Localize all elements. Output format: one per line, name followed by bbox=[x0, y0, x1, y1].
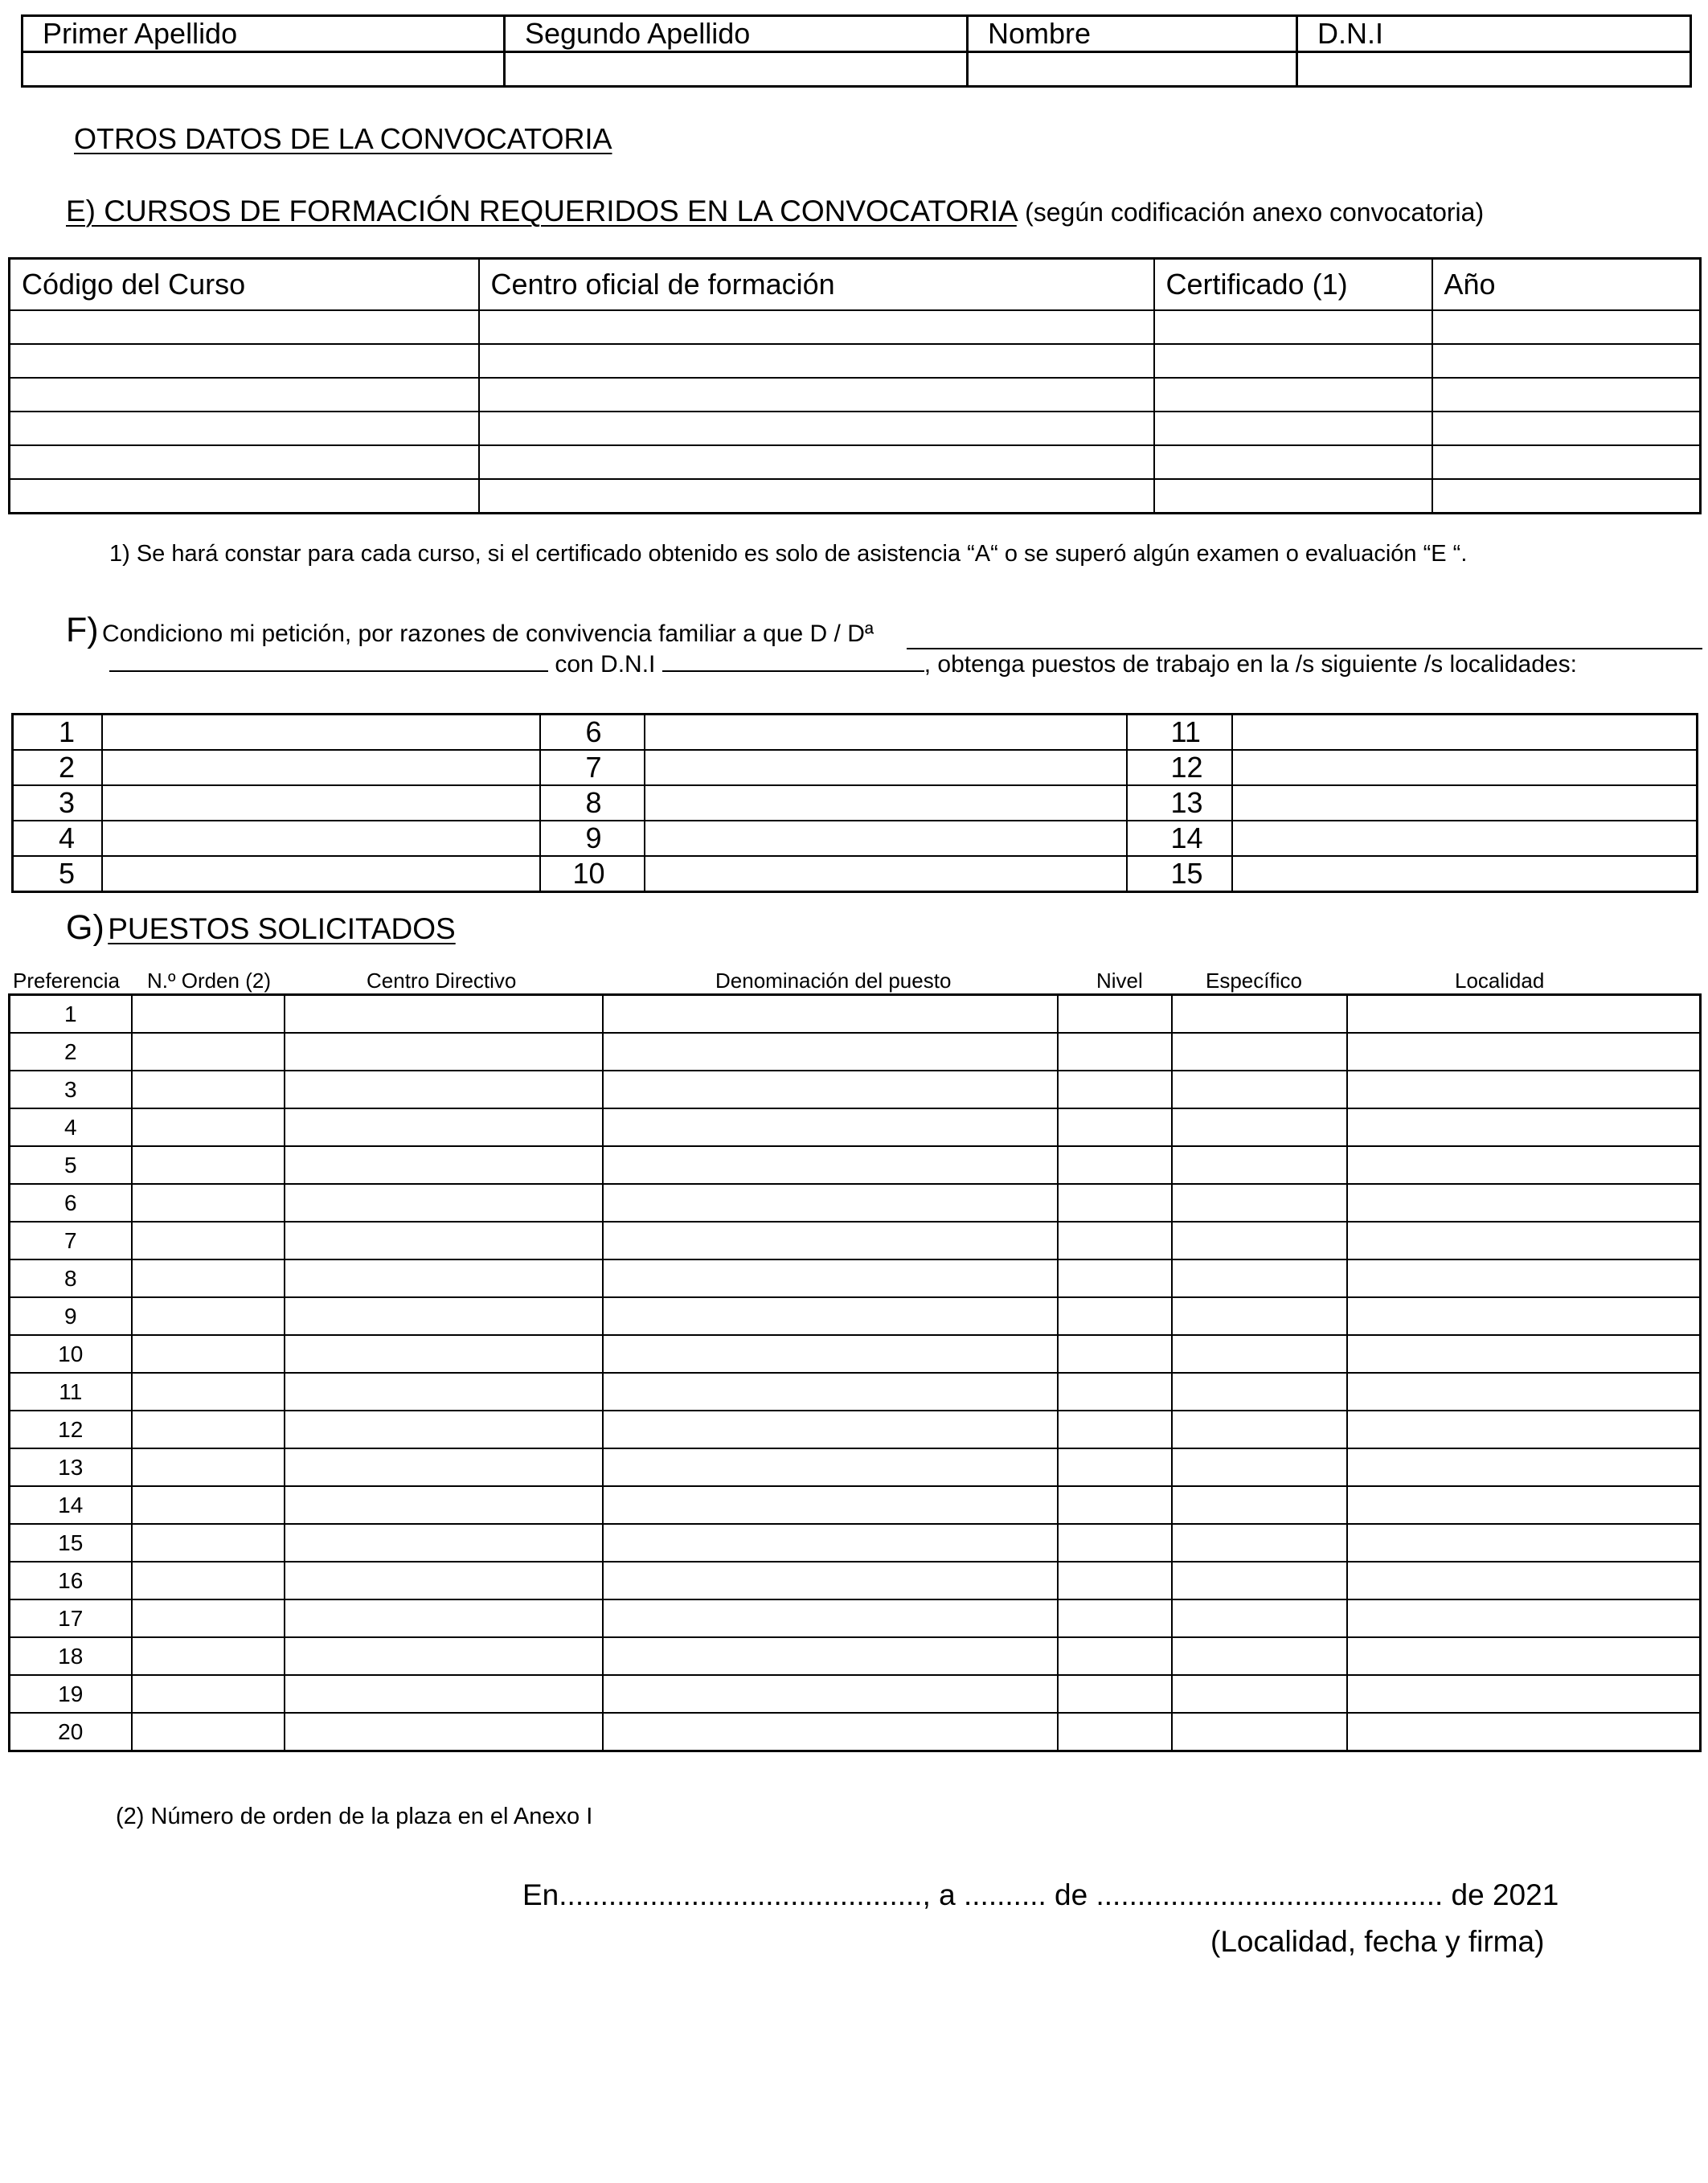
signature-caption: (Localidad, fecha y firma) bbox=[1210, 1925, 1545, 1958]
course-row bbox=[10, 344, 1701, 378]
puesto-cell[interactable] bbox=[1172, 1524, 1347, 1562]
locality-number: 1 bbox=[13, 715, 102, 751]
puesto-cell[interactable] bbox=[1058, 1411, 1172, 1448]
puesto-cell[interactable] bbox=[285, 1713, 603, 1751]
puesto-cell[interactable] bbox=[1347, 1259, 1701, 1297]
preferencia-number: 9 bbox=[10, 1297, 132, 1335]
puesto-cell[interactable] bbox=[1172, 1599, 1347, 1637]
course-cell[interactable] bbox=[1432, 344, 1701, 378]
puesto-cell[interactable] bbox=[285, 1524, 603, 1562]
puesto-cell[interactable] bbox=[285, 1033, 603, 1071]
puesto-cell[interactable] bbox=[132, 1486, 285, 1524]
localities-table bbox=[11, 713, 1698, 893]
locality-field[interactable] bbox=[102, 856, 540, 892]
locality-number: 12 bbox=[1127, 750, 1232, 785]
col-centro-directivo: Centro Directivo bbox=[367, 969, 517, 993]
puesto-row bbox=[10, 1637, 1701, 1675]
preferencia-number: 12 bbox=[10, 1411, 132, 1448]
signature-line: En............................................, a .......... de .......................................... de 2021 bbox=[522, 1878, 1559, 1911]
puesto-cell[interactable] bbox=[285, 1486, 603, 1524]
segundo-apellido-field[interactable] bbox=[505, 52, 968, 87]
course-row bbox=[10, 445, 1701, 479]
course-cell[interactable] bbox=[10, 412, 479, 445]
puesto-cell[interactable] bbox=[1347, 1713, 1701, 1751]
puesto-cell[interactable] bbox=[132, 1335, 285, 1373]
courses-footnote: 1) Se hará constar para cada curso, si el certificado obtenido es solo de asistencia “A“ o se superó algún examen o evaluación “E “. bbox=[109, 541, 1468, 567]
puesto-cell[interactable] bbox=[603, 1259, 1058, 1297]
locality-row bbox=[13, 785, 1698, 821]
col-certificado: Certificado (1) bbox=[1154, 259, 1432, 311]
puesto-cell[interactable] bbox=[285, 995, 603, 1034]
puesto-cell[interactable] bbox=[1172, 1448, 1347, 1486]
puesto-cell[interactable] bbox=[132, 1146, 285, 1184]
puesto-cell[interactable] bbox=[285, 1637, 603, 1675]
preferencia-number: 2 bbox=[10, 1033, 132, 1071]
puesto-cell[interactable] bbox=[285, 1259, 603, 1297]
locality-number: 7 bbox=[540, 750, 645, 785]
puesto-cell[interactable] bbox=[603, 1599, 1058, 1637]
col-anio: Año bbox=[1432, 259, 1701, 311]
section-f-line2 bbox=[109, 651, 1577, 678]
section-f-text3: , obtenga puestos de trabajo en la /s siguiente /s localidades: bbox=[924, 651, 1577, 678]
header-segundo-apellido: Segundo Apellido bbox=[505, 16, 968, 52]
preferencia-number: 6 bbox=[10, 1184, 132, 1222]
preferencia-number: 11 bbox=[10, 1373, 132, 1411]
course-cell[interactable] bbox=[1432, 479, 1701, 514]
course-row bbox=[10, 479, 1701, 514]
puesto-cell[interactable] bbox=[1347, 1599, 1701, 1637]
course-cell[interactable] bbox=[479, 378, 1154, 412]
puesto-cell[interactable] bbox=[1172, 1033, 1347, 1071]
section-g-title: PUESTOS SOLICITADOS bbox=[108, 912, 456, 945]
puesto-cell[interactable] bbox=[132, 1637, 285, 1675]
puesto-cell[interactable] bbox=[132, 1071, 285, 1108]
puesto-cell[interactable] bbox=[1172, 1297, 1347, 1335]
puesto-cell[interactable] bbox=[1347, 1184, 1701, 1222]
puesto-cell[interactable] bbox=[1172, 1108, 1347, 1146]
puesto-cell[interactable] bbox=[603, 1335, 1058, 1373]
col-especifico: Específico bbox=[1206, 969, 1302, 993]
locality-number: 2 bbox=[13, 750, 102, 785]
locality-field[interactable] bbox=[1232, 821, 1698, 856]
puestos-table bbox=[8, 993, 1702, 1752]
puesto-cell[interactable] bbox=[1347, 1033, 1701, 1071]
course-cell[interactable] bbox=[1154, 310, 1432, 344]
course-cell[interactable] bbox=[479, 344, 1154, 378]
puesto-cell[interactable] bbox=[1058, 1637, 1172, 1675]
puesto-cell[interactable] bbox=[1347, 1071, 1701, 1108]
puesto-cell[interactable] bbox=[285, 1108, 603, 1146]
puesto-cell[interactable] bbox=[1058, 1524, 1172, 1562]
course-cell[interactable] bbox=[10, 378, 479, 412]
section-f-line1 bbox=[66, 611, 874, 650]
preferencia-number: 16 bbox=[10, 1562, 132, 1599]
courses-table bbox=[8, 257, 1702, 514]
puesto-row bbox=[10, 1562, 1701, 1599]
puesto-cell[interactable] bbox=[603, 1448, 1058, 1486]
puesto-cell[interactable] bbox=[285, 1222, 603, 1259]
course-cell[interactable] bbox=[479, 310, 1154, 344]
locality-field[interactable] bbox=[645, 715, 1127, 751]
puesto-row bbox=[10, 1411, 1701, 1448]
puesto-cell[interactable] bbox=[603, 1108, 1058, 1146]
course-cell[interactable] bbox=[1432, 310, 1701, 344]
puesto-cell[interactable] bbox=[132, 1108, 285, 1146]
header-primer-apellido: Primer Apellido bbox=[23, 16, 505, 52]
preferencia-number: 4 bbox=[10, 1108, 132, 1146]
puesto-cell[interactable] bbox=[1347, 1637, 1701, 1675]
dni-field[interactable] bbox=[1297, 52, 1691, 87]
locality-number: 14 bbox=[1127, 821, 1232, 856]
course-cell[interactable] bbox=[10, 310, 479, 344]
course-cell[interactable] bbox=[1154, 412, 1432, 445]
header-dni: D.N.I bbox=[1297, 16, 1691, 52]
preferencia-number: 20 bbox=[10, 1713, 132, 1751]
locality-number: 13 bbox=[1127, 785, 1232, 821]
puesto-cell[interactable] bbox=[603, 1713, 1058, 1751]
puesto-cell[interactable] bbox=[603, 995, 1058, 1034]
puesto-cell[interactable] bbox=[603, 1297, 1058, 1335]
puesto-cell[interactable] bbox=[1172, 1562, 1347, 1599]
puesto-cell[interactable] bbox=[285, 1071, 603, 1108]
section-g-letter: G) bbox=[66, 908, 104, 947]
puesto-cell[interactable] bbox=[1058, 1335, 1172, 1373]
locality-field[interactable] bbox=[102, 821, 540, 856]
section-f-text1: Condiciono mi petición, por razones de convivencia familiar a que D / Dª bbox=[102, 620, 874, 647]
puesto-cell[interactable] bbox=[1347, 1146, 1701, 1184]
locality-field[interactable] bbox=[1232, 715, 1698, 751]
preferencia-number: 14 bbox=[10, 1486, 132, 1524]
puesto-cell[interactable] bbox=[285, 1335, 603, 1373]
puesto-cell[interactable] bbox=[1347, 1448, 1701, 1486]
course-cell[interactable] bbox=[10, 445, 479, 479]
puesto-cell[interactable] bbox=[1347, 1373, 1701, 1411]
course-cell[interactable] bbox=[10, 479, 479, 514]
puesto-cell[interactable] bbox=[1172, 1259, 1347, 1297]
section-g-heading bbox=[66, 908, 456, 948]
course-cell[interactable] bbox=[1432, 445, 1701, 479]
puesto-cell[interactable] bbox=[1058, 1448, 1172, 1486]
puesto-cell[interactable] bbox=[132, 1033, 285, 1071]
puesto-row bbox=[10, 1071, 1701, 1108]
puesto-cell[interactable] bbox=[1058, 1071, 1172, 1108]
locality-field[interactable] bbox=[645, 750, 1127, 785]
locality-number: 5 bbox=[13, 856, 102, 892]
col-nivel: Nivel bbox=[1096, 969, 1143, 993]
puesto-row bbox=[10, 1524, 1701, 1562]
puesto-cell[interactable] bbox=[285, 1146, 603, 1184]
puestos-footnote: (2) Número de orden de la plaza en el Anexo I bbox=[116, 1804, 593, 1829]
puesto-cell[interactable] bbox=[1172, 995, 1347, 1034]
locality-number: 10 bbox=[540, 856, 645, 892]
section-f-text2: con D.N.I bbox=[555, 651, 656, 678]
locality-field[interactable] bbox=[102, 715, 540, 751]
puesto-cell[interactable] bbox=[132, 1411, 285, 1448]
puesto-cell[interactable] bbox=[603, 1486, 1058, 1524]
locality-row bbox=[13, 750, 1698, 785]
puesto-cell[interactable] bbox=[285, 1411, 603, 1448]
preferencia-number: 18 bbox=[10, 1637, 132, 1675]
puesto-cell[interactable] bbox=[1347, 1335, 1701, 1373]
puesto-cell[interactable] bbox=[1058, 1146, 1172, 1184]
section-f-letter: F) bbox=[66, 611, 99, 649]
section-e-subtitle: (según codificación anexo convocatoria) bbox=[1025, 198, 1485, 227]
locality-field[interactable] bbox=[102, 785, 540, 821]
locality-field[interactable] bbox=[1232, 856, 1698, 892]
puesto-cell[interactable] bbox=[1347, 1486, 1701, 1524]
locality-number: 4 bbox=[13, 821, 102, 856]
locality-number: 15 bbox=[1127, 856, 1232, 892]
puesto-row bbox=[10, 1675, 1701, 1713]
locality-field[interactable] bbox=[645, 821, 1127, 856]
applicant-header-table bbox=[21, 14, 1692, 88]
puesto-row bbox=[10, 995, 1701, 1034]
puesto-cell[interactable] bbox=[1172, 1222, 1347, 1259]
primer-apellido-field[interactable] bbox=[23, 52, 505, 87]
puesto-cell[interactable] bbox=[1347, 1675, 1701, 1713]
puesto-cell[interactable] bbox=[603, 1637, 1058, 1675]
puesto-cell[interactable] bbox=[1172, 1373, 1347, 1411]
puesto-cell[interactable] bbox=[132, 1675, 285, 1713]
puesto-cell[interactable] bbox=[1058, 995, 1172, 1034]
puesto-cell[interactable] bbox=[603, 1562, 1058, 1599]
puesto-cell[interactable] bbox=[1172, 1184, 1347, 1222]
puesto-cell[interactable] bbox=[1058, 1184, 1172, 1222]
locality-number: 11 bbox=[1127, 715, 1232, 751]
puesto-cell[interactable] bbox=[1058, 1108, 1172, 1146]
col-centro-oficial: Centro oficial de formación bbox=[479, 259, 1154, 311]
puesto-cell[interactable] bbox=[603, 1071, 1058, 1108]
preferencia-number: 7 bbox=[10, 1222, 132, 1259]
header-nombre: Nombre bbox=[968, 16, 1297, 52]
relative-name-line-2[interactable] bbox=[109, 670, 548, 672]
puesto-cell[interactable] bbox=[1058, 1675, 1172, 1713]
locality-field[interactable] bbox=[102, 750, 540, 785]
puesto-cell[interactable] bbox=[132, 1222, 285, 1259]
puesto-cell[interactable] bbox=[1172, 1637, 1347, 1675]
puesto-cell[interactable] bbox=[1172, 1675, 1347, 1713]
puesto-row bbox=[10, 1486, 1701, 1524]
puesto-cell[interactable] bbox=[132, 1373, 285, 1411]
preferencia-number: 10 bbox=[10, 1335, 132, 1373]
course-cell[interactable] bbox=[1432, 412, 1701, 445]
preferencia-number: 13 bbox=[10, 1448, 132, 1486]
preferencia-number: 17 bbox=[10, 1599, 132, 1637]
locality-field[interactable] bbox=[645, 785, 1127, 821]
puesto-cell[interactable] bbox=[603, 1184, 1058, 1222]
puesto-cell[interactable] bbox=[1058, 1562, 1172, 1599]
puesto-cell[interactable] bbox=[603, 1373, 1058, 1411]
course-cell[interactable] bbox=[1154, 378, 1432, 412]
puesto-row bbox=[10, 1033, 1701, 1071]
preferencia-number: 1 bbox=[10, 995, 132, 1034]
course-cell[interactable] bbox=[479, 412, 1154, 445]
puesto-row bbox=[10, 1448, 1701, 1486]
puesto-cell[interactable] bbox=[1172, 1713, 1347, 1751]
puesto-row bbox=[10, 1297, 1701, 1335]
puesto-cell[interactable] bbox=[132, 1259, 285, 1297]
puesto-cell[interactable] bbox=[1347, 1524, 1701, 1562]
puesto-cell[interactable] bbox=[1172, 1071, 1347, 1108]
puesto-cell[interactable] bbox=[1172, 1335, 1347, 1373]
puesto-row bbox=[10, 1146, 1701, 1184]
locality-number: 6 bbox=[540, 715, 645, 751]
puesto-cell[interactable] bbox=[285, 1675, 603, 1713]
puesto-row bbox=[10, 1335, 1701, 1373]
puesto-cell[interactable] bbox=[285, 1562, 603, 1599]
locality-number: 8 bbox=[540, 785, 645, 821]
locality-number: 9 bbox=[540, 821, 645, 856]
section-title: OTROS DATOS DE LA CONVOCATORIA bbox=[74, 122, 612, 155]
puesto-cell[interactable] bbox=[603, 1675, 1058, 1713]
col-preferencia: Preferencia bbox=[13, 969, 120, 993]
course-row bbox=[10, 378, 1701, 412]
puesto-cell[interactable] bbox=[603, 1411, 1058, 1448]
col-denominacion: Denominación del puesto bbox=[715, 969, 952, 993]
puesto-cell[interactable] bbox=[1172, 1146, 1347, 1184]
locality-row bbox=[13, 715, 1698, 751]
puesto-row bbox=[10, 1108, 1701, 1146]
preferencia-number: 3 bbox=[10, 1071, 132, 1108]
puesto-cell[interactable] bbox=[1058, 1373, 1172, 1411]
preferencia-number: 5 bbox=[10, 1146, 132, 1184]
puesto-cell[interactable] bbox=[1058, 1259, 1172, 1297]
puesto-cell[interactable] bbox=[603, 1033, 1058, 1071]
puesto-cell[interactable] bbox=[285, 1373, 603, 1411]
course-row bbox=[10, 310, 1701, 344]
puesto-cell[interactable] bbox=[1172, 1486, 1347, 1524]
locality-field[interactable] bbox=[1232, 750, 1698, 785]
puesto-row bbox=[10, 1259, 1701, 1297]
puesto-cell[interactable] bbox=[285, 1184, 603, 1222]
puesto-cell[interactable] bbox=[132, 1562, 285, 1599]
course-cell[interactable] bbox=[1154, 479, 1432, 514]
course-cell[interactable] bbox=[1154, 344, 1432, 378]
puesto-row bbox=[10, 1599, 1701, 1637]
locality-row bbox=[13, 821, 1698, 856]
puesto-cell[interactable] bbox=[132, 1297, 285, 1335]
puesto-row bbox=[10, 1222, 1701, 1259]
col-localidad: Localidad bbox=[1455, 969, 1545, 993]
locality-field[interactable] bbox=[645, 856, 1127, 892]
locality-field[interactable] bbox=[1232, 785, 1698, 821]
puesto-cell[interactable] bbox=[1058, 1033, 1172, 1071]
course-cell[interactable] bbox=[1154, 445, 1432, 479]
puesto-cell[interactable] bbox=[132, 1713, 285, 1751]
puesto-cell[interactable] bbox=[1347, 1562, 1701, 1599]
nombre-field[interactable] bbox=[968, 52, 1297, 87]
puesto-row bbox=[10, 1373, 1701, 1411]
preferencia-number: 8 bbox=[10, 1259, 132, 1297]
puesto-cell[interactable] bbox=[1058, 1713, 1172, 1751]
puesto-cell[interactable] bbox=[132, 1184, 285, 1222]
puesto-cell[interactable] bbox=[132, 1524, 285, 1562]
puesto-cell[interactable] bbox=[132, 1448, 285, 1486]
puesto-cell[interactable] bbox=[285, 1448, 603, 1486]
puesto-cell[interactable] bbox=[285, 1599, 603, 1637]
course-cell[interactable] bbox=[479, 479, 1154, 514]
puesto-cell[interactable] bbox=[1347, 1297, 1701, 1335]
col-codigo-curso: Código del Curso bbox=[10, 259, 479, 311]
puesto-cell[interactable] bbox=[603, 1524, 1058, 1562]
puesto-cell[interactable] bbox=[603, 1146, 1058, 1184]
puesto-cell[interactable] bbox=[1347, 1222, 1701, 1259]
section-e-heading bbox=[66, 195, 1484, 228]
relative-name-line[interactable] bbox=[907, 648, 1702, 649]
puesto-cell[interactable] bbox=[1347, 995, 1701, 1034]
course-row bbox=[10, 412, 1701, 445]
puesto-row bbox=[10, 1184, 1701, 1222]
preferencia-number: 19 bbox=[10, 1675, 132, 1713]
puesto-cell[interactable] bbox=[132, 995, 285, 1034]
puesto-cell[interactable] bbox=[132, 1599, 285, 1637]
locality-number: 3 bbox=[13, 785, 102, 821]
puesto-cell[interactable] bbox=[1058, 1599, 1172, 1637]
course-cell[interactable] bbox=[10, 344, 479, 378]
puesto-cell[interactable] bbox=[285, 1297, 603, 1335]
puesto-cell[interactable] bbox=[1347, 1411, 1701, 1448]
col-n-orden: N.º Orden (2) bbox=[147, 969, 271, 993]
puesto-cell[interactable] bbox=[1172, 1411, 1347, 1448]
preferencia-number: 15 bbox=[10, 1524, 132, 1562]
puesto-cell[interactable] bbox=[1347, 1108, 1701, 1146]
puesto-row bbox=[10, 1713, 1701, 1751]
puesto-cell[interactable] bbox=[1058, 1222, 1172, 1259]
puesto-cell[interactable] bbox=[1058, 1486, 1172, 1524]
relative-dni-line[interactable] bbox=[662, 670, 924, 672]
course-cell[interactable] bbox=[1432, 378, 1701, 412]
course-cell[interactable] bbox=[479, 445, 1154, 479]
section-e-title: E) CURSOS DE FORMACIÓN REQUERIDOS EN LA CONVOCATORIA bbox=[66, 195, 1017, 227]
puesto-cell[interactable] bbox=[1058, 1297, 1172, 1335]
puesto-cell[interactable] bbox=[603, 1222, 1058, 1259]
locality-row bbox=[13, 856, 1698, 892]
